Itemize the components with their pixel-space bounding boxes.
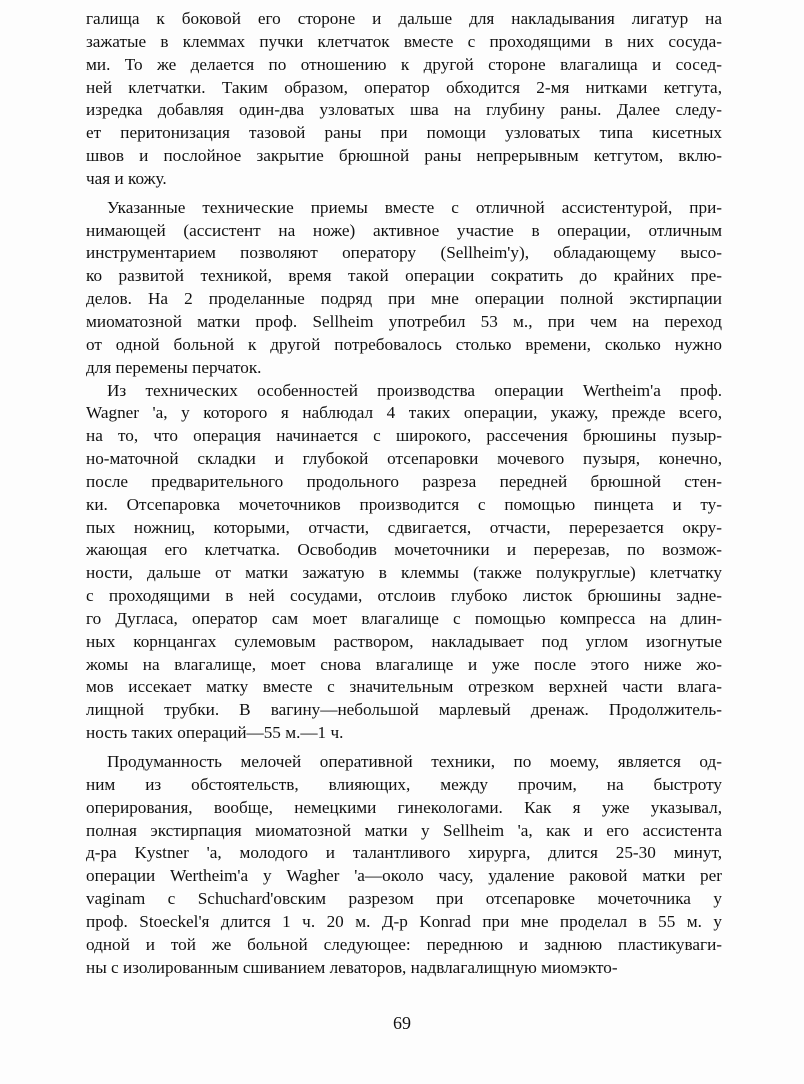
text-line: Из технических особенностей производства операции Wertheim'a проф. <box>107 380 722 400</box>
text-line: ми. То же делается по отношению к другой стороне влагалища и сосед- <box>86 54 722 74</box>
text-line: ных корнцангах сулемовым раствором, накладывает под углом изогнутые <box>86 631 722 651</box>
text-line: чая и кожу. <box>86 168 167 188</box>
text-line: оперирования, вообще, немецкими гинекологами. Как я уже указывал, <box>86 797 722 817</box>
text-line: от одной больной к другой потребовалось столько времени, сколько нужно <box>86 334 722 354</box>
text-line: операции Wertheim'a у Wagher 'a—около часу, удаление раковой матки per <box>86 866 722 886</box>
text-line: делов. На 2 проделанные подряд при мне операции полной экстирпации <box>86 289 722 309</box>
text-line: ет перитонизация тазовой раны при помощи узловатых типа кисетных <box>86 123 722 143</box>
text-line: Продуманность мелочей оперативной техники, по моему, является од- <box>107 752 722 771</box>
text-line: лищной трубки. В вагину—небольшой марлевый дренаж. Продолжитель- <box>86 700 722 720</box>
paragraph <box>86 380 722 746</box>
text-line: ны с изолированным сшиванием леваторов, надвлагалищную миомэкто- <box>86 957 618 977</box>
text-line: ко развитой техникой, время такой операции сократить до крайних пре- <box>86 266 722 286</box>
text-line: галища к боковой его стороне и дальше для накладывания лигатур на <box>86 9 722 28</box>
text-line: с проходящими в ней сосудами, отслоив глубоко листок брюшины задне- <box>86 586 722 606</box>
text-line: полная экстирпация миоматозной матки у Sellheim 'a, как и его ассистента <box>86 820 722 840</box>
text-line: жомы на влагалище, моет снова влагалище и уже после этого ниже жо- <box>86 654 722 674</box>
text-line: нимающей (ассистент на ноже) активное участие в операции, отличным <box>86 220 722 240</box>
text-line: но-маточной складки и глубокой отсепаровки мочевого пузыря, конечно, <box>86 449 722 469</box>
text-line: миоматозной матки проф. Sellheim употребил 53 м., при чем на переход <box>86 311 722 331</box>
text-line: ней клетчатки. Таким образом, оператор обходится 2-мя нитками кетгута, <box>86 77 722 97</box>
text-line: го Дугласа, оператор сам моет влагалище с помощью компресса на длин- <box>86 608 722 628</box>
text-line: ности, дальше от матки зажатую в клеммы (также полукруглые) клетчатку <box>86 563 722 583</box>
text-line: жающая его клетчатка. Освободив мочеточники и перерезав, по возмож- <box>86 540 722 560</box>
text-line: одной и той же больной следующее: переднюю и заднюю пластикуваги- <box>86 934 722 954</box>
page-number: 69 <box>393 1013 411 1033</box>
body-text <box>86 8 722 979</box>
paragraph <box>86 751 722 979</box>
text-line: после предварительного продольного разреза передней брюшной стен- <box>86 471 722 491</box>
text-line: инструментарием позволяют оператору (Sellheim'у), обладающему высо- <box>86 243 722 263</box>
text-line: проф. Stoeckel'я длится 1 ч. 20 м. Д-р Konrad при мне проделал в 55 м. у <box>86 911 722 931</box>
text-line: Указанные технические приемы вместе с отличной ассистентурой, при- <box>107 197 722 217</box>
text-line: ность таких операций—55 м.—1 ч. <box>86 723 344 743</box>
text-line: Wagner 'a, у которого я наблюдал 4 таких операции, укажу, прежде всего, <box>86 403 722 423</box>
text-line: мов иссекает матку вместе с значительным отрезком верхней части влага- <box>86 677 722 697</box>
text-line: изредка добавляя один-два узловатых шва на глубину раны. Далее следу- <box>86 100 722 120</box>
text-line: на то, что операция начинается с широкого, рассечения брюшины пузыр- <box>86 426 722 446</box>
text-line: пых ножниц, которыми, отчасти, сдвигается, отчасти, перерезается окру- <box>86 517 722 537</box>
text-line: ки. Отсепаровка мочеточников производится с помощью пинцета и ту- <box>86 494 722 514</box>
text-line: д-ра Kystner 'a, молодого и талантливого хирурга, длится 25-30 минут, <box>86 843 722 863</box>
text-line: швов и послойное закрытие брюшной раны непрерывным кетгутом, вклю- <box>86 146 722 166</box>
text-line: для перемены перчаток. <box>86 357 262 377</box>
paragraph <box>86 197 722 380</box>
paragraph <box>86 8 722 191</box>
text-line: ним из обстоятельств, влияющих, между прочим, на быстроту <box>86 774 722 794</box>
text-line: vaginam с Schuchard'овским разрезом при отсепаровке мочеточника у <box>86 889 722 909</box>
text-line: зажатые в клеммах пучки клетчаток вместе с проходящими в них сосуда- <box>86 31 722 51</box>
